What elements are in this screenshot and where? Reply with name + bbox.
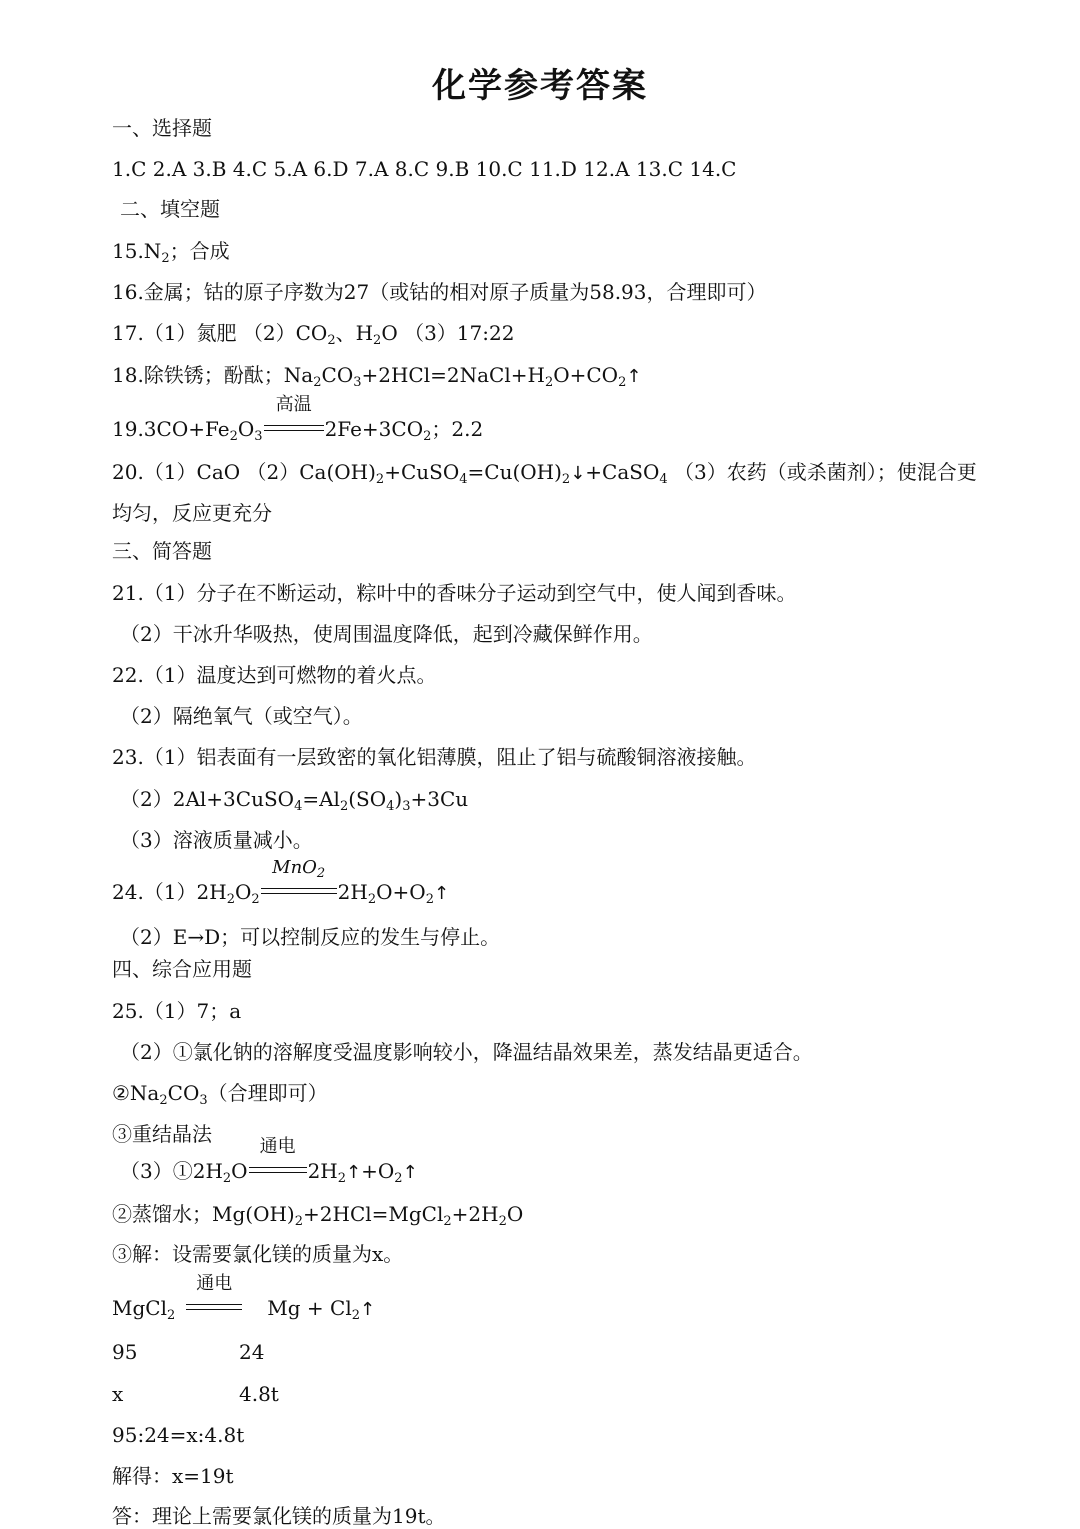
text: +CaSO: [585, 460, 660, 484]
text: +2H: [451, 1202, 499, 1226]
subscript: 2: [443, 1214, 452, 1229]
subscript: 2: [222, 1171, 232, 1186]
section-heading-choice: 一、选择题: [112, 116, 212, 140]
condition-label: 高温: [275, 394, 312, 415]
subscript: 2: [367, 892, 377, 907]
reaction-condition: [185, 1273, 243, 1321]
subscript: 2: [544, 375, 554, 390]
equals-bar: [261, 888, 337, 894]
text: O: [234, 880, 252, 904]
text: ): [394, 787, 403, 811]
subscript: 2: [166, 1308, 176, 1323]
subscript: 4: [459, 472, 468, 487]
text: ；2.2: [431, 417, 484, 441]
answer-25-3b: [112, 1201, 523, 1235]
text: =Cu(OH): [467, 460, 562, 484]
subscript: 2: [423, 429, 432, 444]
gas-arrow-icon: ↑: [402, 1162, 418, 1183]
answer-20-cont: 均匀，反应更充分: [112, 501, 272, 525]
answer-22-2: （2）隔绝氧气（或空气）。: [120, 704, 363, 728]
text: （合理即可）: [207, 1081, 328, 1105]
text: 4.8t: [239, 1382, 279, 1406]
subscript: 2: [375, 472, 385, 487]
subscript: 2: [226, 892, 235, 907]
text: 95: [112, 1340, 138, 1364]
equals-bar: [186, 1304, 242, 1310]
subscript: 2: [339, 799, 349, 814]
answer-25-2c: ③重结晶法: [112, 1122, 212, 1146]
answer-19: [112, 394, 484, 450]
section-heading-comprehensive: 四、综合应用题: [112, 957, 252, 981]
text: O+O: [376, 880, 426, 904]
text: 24.（1）2H: [112, 880, 227, 904]
precipitate-arrow-icon: ↓: [570, 463, 586, 484]
reaction-condition: [260, 857, 338, 905]
text: 24: [239, 1340, 265, 1364]
answer-16: 16.金属；钴的原子序数为27（或钴的相对原子质量为58.93，合理即可）: [112, 280, 767, 304]
answer-25-1: 25.（1）7；a: [112, 999, 242, 1023]
section-heading-short: 三、简答题: [112, 539, 212, 563]
answer-18: [112, 362, 641, 396]
answer-24-1: [112, 857, 450, 913]
text: ②Na: [112, 1081, 160, 1105]
subscript: 3: [254, 429, 263, 444]
subscript: 3: [353, 375, 362, 390]
gas-arrow-icon: ↑: [626, 366, 642, 387]
subscript: 2: [316, 866, 326, 881]
reaction-condition: [248, 1136, 308, 1184]
calc-ratio: 95:24=x:4.8t: [112, 1423, 245, 1447]
reaction-condition: [263, 394, 325, 442]
answer-24-2: （2）E→D；可以控制反应的发生与停止。: [120, 925, 501, 949]
answer-22-1: 22.（1）温度达到可燃物的着火点。: [112, 663, 437, 687]
subscript: 2: [337, 1171, 347, 1186]
text: ②蒸馏水；Mg(OH): [112, 1202, 295, 1226]
text: O: [231, 1159, 248, 1183]
text: 2H: [337, 880, 368, 904]
text: 20.（1）CaO （2）Ca(OH): [112, 460, 376, 484]
subscript: 2: [618, 375, 627, 390]
answer-23-2: [120, 786, 468, 820]
text: O: [237, 417, 255, 441]
subscript: 4: [294, 799, 303, 814]
answer-21-2: （2）干冰升华吸热，使周围温度降低，起到冷藏保鲜作用。: [120, 622, 653, 646]
text: CO: [167, 1081, 200, 1105]
subscript: 3: [199, 1093, 208, 1108]
text: (SO: [348, 787, 387, 811]
answer-23-3: （3）溶液质量减小。: [120, 828, 313, 852]
equals-bar: [264, 425, 324, 431]
text: 17.（1）氮肥 （2）CO: [112, 321, 328, 345]
answer-23-1: 23.（1）铝表面有一层致密的氧化铝薄膜，阻止了铝与硫酸铜溶液接触。: [112, 745, 757, 769]
calc-row-unknown: [112, 1381, 279, 1407]
text: 18.除铁锈；酚酞；Na: [112, 363, 314, 387]
text: +O: [361, 1159, 395, 1183]
subscript: 3: [402, 799, 411, 814]
answer-20: [112, 459, 977, 493]
subscript: 2: [251, 892, 260, 907]
calc-answer: 答：理论上需要氯化镁的质量为19t。: [112, 1504, 446, 1528]
text: CO: [321, 363, 354, 387]
text: 2H: [307, 1159, 338, 1183]
text: （3）①2H: [120, 1159, 223, 1183]
text: 19.3CO+Fe: [112, 417, 230, 441]
text: 15.N: [112, 239, 162, 263]
gas-arrow-icon: ↑: [360, 1299, 376, 1320]
subscript: 2: [425, 892, 434, 907]
subscript: 2: [159, 1093, 168, 1108]
text: 、H: [335, 321, 374, 345]
subscript: 2: [498, 1214, 507, 1229]
text: +2HCl=2NaCl+H: [361, 363, 545, 387]
text: +3Cu: [410, 787, 469, 811]
subscript: 2: [561, 472, 571, 487]
text: 2Fe+3CO: [324, 417, 424, 441]
text: O: [506, 1202, 524, 1226]
answer-25-3c: ③解：设需要氯化镁的质量为x。: [112, 1242, 404, 1266]
text: （3）农药（或杀菌剂）；使混合更: [667, 460, 977, 484]
text: +CuSO: [384, 460, 460, 484]
calc-equation: [112, 1273, 376, 1329]
subscript: 4: [386, 799, 395, 814]
text: （2）2Al+3CuSO: [120, 787, 295, 811]
gas-arrow-icon: ↑: [433, 883, 450, 904]
choice-answers: 1.C 2.A 3.B 4.C 5.A 6.D 7.A 8.C 9.B 10.C 11.D 12.A 13.C 14.C: [112, 157, 737, 181]
subscript: 2: [327, 333, 336, 348]
text: =Al: [302, 787, 340, 811]
text: x: [112, 1382, 124, 1406]
calc-solve: 解得：x=19t: [112, 1464, 234, 1488]
section-heading-fill: 二、填空题: [120, 197, 220, 221]
subscript: 2: [351, 1308, 360, 1323]
page-title: 化学参考答案: [432, 66, 648, 106]
subscript: 2: [161, 251, 170, 266]
equals-bar: [249, 1167, 307, 1173]
condition-label: 通电: [196, 1273, 233, 1294]
text: O+CO: [553, 363, 619, 387]
answer-21-1: 21.（1）分子在不断运动，粽叶中的香味分子运动到空气中，使人闻到香味。: [112, 581, 797, 605]
subscript: 2: [229, 429, 238, 444]
text: +2HCl=MgCl: [303, 1202, 444, 1226]
text: ；合成: [169, 239, 230, 263]
catalyst: MnO: [272, 857, 317, 878]
answer-17: [112, 320, 514, 354]
subscript: 4: [659, 472, 668, 487]
subscript: 2: [313, 375, 322, 390]
calc-row-mass: [112, 1339, 265, 1365]
answer-25-3: [120, 1136, 418, 1192]
answer-25-2b: [112, 1080, 328, 1114]
answer-25-2: （2）①氯化钠的溶解度受温度影响较小，降温结晶效果差，蒸发结晶更适合。: [120, 1040, 813, 1064]
subscript: 2: [294, 1214, 304, 1229]
text: O （3）17:22: [381, 321, 515, 345]
condition-label: [260, 855, 338, 887]
gas-arrow-icon: ↑: [346, 1162, 362, 1183]
answer-15: [112, 238, 230, 272]
condition-label: 通电: [259, 1136, 296, 1157]
text: Mg + Cl: [267, 1296, 352, 1320]
subscript: 2: [373, 333, 382, 348]
text: MgCl: [112, 1296, 167, 1320]
subscript: 2: [394, 1171, 403, 1186]
